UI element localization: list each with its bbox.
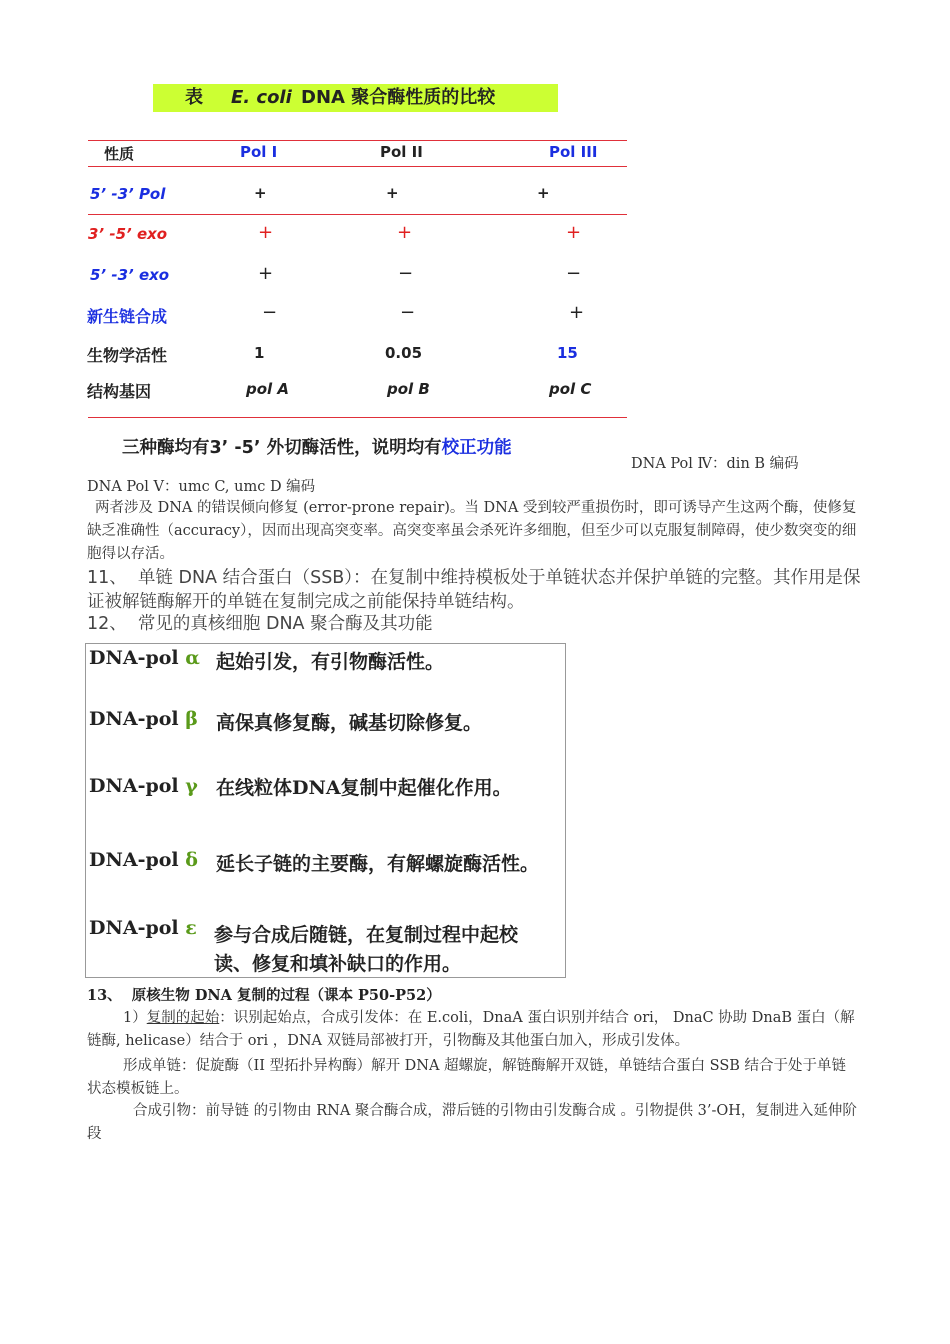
table-header-rule: [88, 166, 627, 167]
table-top-rule: [88, 140, 627, 141]
step1-text: ：识别起始点，合成引发体：在 E.coli，DnaA 蛋白识别并结合 ori， DnaC 协助 DnaB 蛋白（解链酶, helicase）结合于 ori ，DNA 双链局部被打开，引物酶及其他蛋白加入，形成引发体。: [87, 1010, 855, 1049]
table-note-text: 三种酶均有3’ -5’ 外切酶活性，说明均有: [122, 438, 442, 458]
item12-number: 12、: [87, 614, 127, 634]
row-activity-val3: 15: [557, 344, 578, 362]
row-pol-val3: +: [537, 184, 550, 202]
row-pol-val1: +: [254, 184, 267, 202]
row-new-strand-val3: +: [569, 302, 585, 323]
step-primer: 合成引物：前导链 的引物由 RNA 聚合酶合成，滞后链的引物由引发酶合成 。引物提供 3’-OH，复制进入延伸阶段: [87, 1103, 857, 1142]
step1-label: 复制的起始: [146, 1010, 220, 1026]
row-label-35exo: 3’ -5’ exo: [88, 225, 168, 243]
row-label-gene: 结构基因: [87, 382, 152, 401]
caption-species: E. coli: [231, 87, 292, 108]
row-activity-val1: 1: [254, 344, 265, 362]
ssb-title: 单链 DNA 结合蛋白（SSB）：: [137, 568, 371, 588]
pol-epsilon-func-line2: 读、修复和填补缺口的作用。: [214, 953, 462, 975]
header-pol3: Pol III: [549, 143, 598, 161]
pol-alpha-name: DNA-pol α: [89, 647, 200, 669]
caption-rest: DNA 聚合酶性质的比较: [301, 87, 496, 108]
pol4-note: DNA Pol Ⅳ：din B 编码: [631, 456, 799, 472]
eukaryotic-polymerase-figure: [85, 643, 566, 978]
row-pol-val2: +: [386, 184, 399, 202]
pol-beta-name: DNA-pol β: [89, 708, 198, 730]
row-53exo-val3: −: [566, 263, 582, 284]
pol5-note: DNA Pol Ⅴ：umc C, umc D 编码: [87, 479, 316, 495]
pol-gamma-func: 在线粒体DNA复制中起催化作用。: [216, 777, 512, 799]
table-caption: [153, 84, 558, 112]
table-mid-rule: [88, 214, 627, 215]
row-gene-val3: pol C: [549, 380, 592, 398]
row-gene-val2: pol B: [387, 380, 430, 398]
pol-beta-func: 高保真修复酶，碱基切除修复。: [216, 712, 483, 734]
ssb-number: 11、: [87, 568, 127, 588]
pol-delta-name: DNA-pol δ: [89, 849, 198, 871]
row-gene-val1: pol A: [246, 380, 290, 398]
repair-paragraph: 两者涉及 DNA 的错误倾向修复 (error-prone repair)。当 DNA 受到较严重损伤时，即可诱导产生这两个酶，使修复缺乏准确性（accuracy），因而出现高突变率。高突变率虽会杀死许多细胞，但至少可以克服复制障碍，使少数突变的细胞得以存活。: [87, 500, 857, 562]
item13-heading: [87, 984, 867, 1007]
header-pol1: Pol I: [240, 143, 278, 161]
row-label-pol: 5’ -3’ Pol: [90, 185, 166, 203]
row-activity-val2: 0.05: [385, 344, 423, 362]
row-label-53exo: 5’ -3’ exo: [90, 266, 170, 284]
header-pol2: Pol II: [380, 143, 423, 161]
table-note: [122, 434, 512, 459]
step1-number: 1）: [123, 1010, 147, 1026]
row-53exo-val2: −: [398, 263, 414, 284]
row-35exo-val3: +: [566, 222, 582, 243]
caption-prefix: 表: [185, 87, 203, 108]
item12-heading: [87, 612, 867, 636]
header-property: 性质: [104, 145, 135, 163]
item12-title: 常见的真核细胞 DNA 聚合酶及其功能: [137, 614, 433, 634]
row-35exo-val2: +: [397, 222, 413, 243]
pol-delta-func: 延长子链的主要酶，有解螺旋酶活性。: [216, 853, 540, 875]
item13-number: 13、: [87, 987, 122, 1004]
table-bottom-rule: [88, 417, 627, 418]
pol-gamma-name: DNA-pol γ: [89, 775, 198, 797]
pol-epsilon-name: DNA-pol ε: [89, 917, 197, 939]
pol-alpha-func: 起始引发，有引物酶活性。: [216, 651, 445, 673]
ssb-text: 在复制中维持模板处于单链状态并保护单链的完整。其作用是保证被解链酶解开的单链在复制完成之前能保持单链结构。: [87, 568, 861, 612]
step1-paragraph: [87, 1007, 867, 1053]
table-note-highlight: 校正功能: [441, 438, 512, 458]
row-label-new-strand: 新生链合成: [87, 307, 168, 326]
item13-title: 原核生物 DNA 复制的过程（课本 P50-P52）: [131, 987, 441, 1004]
step-single-strand: 形成单链：促旋酶（II 型拓扑异构酶）解开 DNA 超螺旋，解链酶解开双链，单链结合蛋白 SSB 结合于处于单链状态模板链上。: [87, 1058, 847, 1097]
row-new-strand-val2: −: [400, 302, 416, 323]
pol-epsilon-func-line1: 参与合成后随链，在复制过程中起校: [214, 924, 519, 946]
row-35exo-val1: +: [258, 222, 274, 243]
ssb-paragraph: [87, 566, 867, 614]
row-label-activity: 生物学活性: [87, 346, 168, 365]
row-new-strand-val1: −: [262, 302, 278, 323]
row-53exo-val1: +: [258, 263, 274, 284]
